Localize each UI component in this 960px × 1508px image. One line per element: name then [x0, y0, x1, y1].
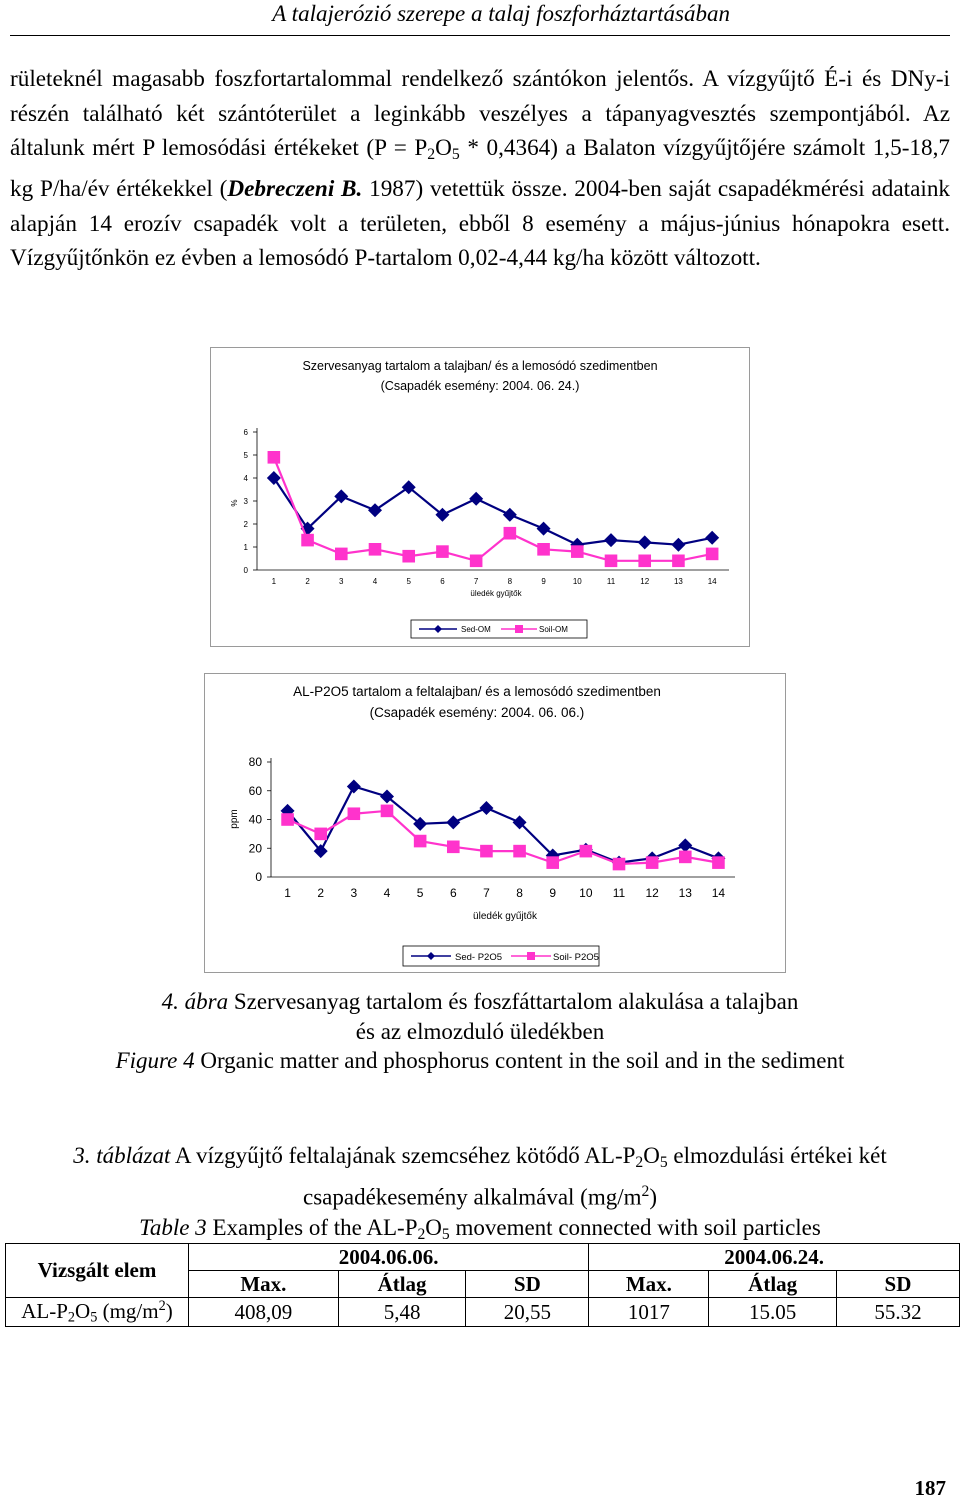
text-part-3: * 0,4364) a Balaton vízgyűjtőjére számolt 1,5-18,7 kg P/ha/év értékekkel (	[10, 135, 950, 203]
legend	[411, 620, 587, 638]
y-tick-label: 20	[248, 841, 262, 856]
data-point-soil	[537, 543, 550, 556]
x-tick-label: 8	[507, 577, 513, 586]
text-part-1: rületeknél magasabb foszfortartalommal rendelkező szántókon jelentős. A vízgyűjtő É-i és DNy-i részén található két szántóterület a leginkább veszélyes a tápanyagvesztés szempontjából.	[10, 66, 950, 127]
header-title: A talajerózió szerepe a talaj foszforháztartásában	[272, 1, 730, 26]
x-tick-label: 11	[612, 886, 626, 900]
chart-subtitle: (Csapadék esemény: 2004. 06. 24.)	[380, 379, 580, 393]
data-point-soil	[513, 845, 526, 858]
figure-caption-en	[0, 1046, 960, 1076]
x-tick-label: 12	[645, 886, 659, 900]
chart-organic-matter	[210, 347, 750, 647]
legend-label-sed: Sed-OM	[461, 625, 491, 634]
x-tick-label: 10	[579, 886, 593, 900]
header-cell-atlag: Átlag	[338, 1271, 466, 1298]
header-cell-max: Max.	[589, 1271, 709, 1298]
chart-organic-matter-svg	[211, 348, 749, 646]
citation-author: Debreczeni B.	[227, 176, 363, 203]
body-paragraph	[10, 62, 950, 276]
figure-caption-text: Szervesanyag tartalom és foszfáttartalom alakulása a talajban	[228, 989, 799, 1014]
data-point-sed	[347, 779, 361, 793]
data-point-soil	[447, 841, 460, 854]
data-point-sed	[638, 535, 652, 549]
header-cell-date-2: 2004.06.24.	[589, 1244, 960, 1271]
sup-2: 2	[158, 1298, 166, 1314]
y-tick-label: 40	[248, 812, 262, 827]
legend-marker-soil	[515, 625, 523, 633]
table-row	[6, 1298, 960, 1327]
data-point-sed	[503, 508, 517, 522]
data-point-soil	[613, 858, 626, 871]
figure-caption-hu-line2: és az elmozduló üledékben	[355, 1018, 605, 1044]
table-caption-text-4: )	[649, 1185, 657, 1210]
data-point-soil	[571, 545, 584, 558]
x-tick-label: 10	[572, 577, 582, 586]
table-label: táblázat	[90, 1143, 171, 1168]
table-label-en: Table 3	[139, 1214, 207, 1240]
x-tick-label: 13	[673, 577, 683, 586]
sub-5: 5	[441, 1225, 450, 1243]
chart-title: AL-P2O5 tartalom a feltalajban/ és a lemosódó szedimentben	[293, 684, 661, 699]
data-point-soil	[402, 550, 415, 563]
header-cell-atlag: Átlag	[709, 1271, 837, 1298]
data-point-sed	[537, 522, 551, 536]
y-tick-label: 60	[248, 783, 262, 798]
header-cell-sd: SD	[836, 1271, 959, 1298]
x-tick-label: 8	[516, 886, 523, 900]
sub-5: 5	[659, 1153, 668, 1171]
plot-area	[249, 755, 735, 900]
data-point-soil	[706, 548, 719, 561]
legend-label-soil: Soil-OM	[539, 625, 568, 634]
table-caption	[0, 1141, 960, 1249]
x-tick-label: 5	[416, 886, 424, 900]
header-rule	[10, 35, 950, 36]
sub-5: 5	[90, 1309, 98, 1326]
y-axis-label: %	[230, 499, 239, 507]
x-tick-label: 3	[339, 577, 344, 586]
data-table	[5, 1243, 960, 1327]
sub-5: 5	[451, 145, 460, 163]
data-point-soil	[712, 856, 725, 869]
data-point-soil	[348, 807, 361, 820]
data-point-sed	[469, 492, 483, 506]
sub-2: 2	[417, 1225, 426, 1243]
table-caption-hu	[0, 1141, 960, 1177]
x-tick-label: 1	[284, 886, 291, 900]
figure-caption-hu	[0, 987, 960, 1017]
header-cell-date-1: 2004.06.06.	[189, 1244, 589, 1271]
x-tick-label: 9	[541, 577, 546, 586]
row-label	[6, 1298, 189, 1327]
y-tick-label: 0	[243, 565, 248, 575]
data-point-soil	[414, 835, 427, 848]
table-header-row-1	[6, 1244, 960, 1271]
sub-2: 2	[635, 1153, 644, 1171]
data-point-soil	[638, 555, 651, 568]
x-axis-label: üledék gyűjtők	[470, 589, 522, 598]
y-tick-label: 2	[243, 519, 248, 529]
cell-max-1: 408,09	[189, 1298, 339, 1327]
y-tick-label: 5	[243, 450, 248, 460]
y-tick-label: 1	[243, 542, 248, 552]
x-tick-label: 13	[678, 886, 692, 900]
data-point-sed	[678, 838, 692, 852]
x-tick-label: 2	[305, 577, 310, 586]
table-caption-text-1: A vízgyűjtő feltalajának szemcséhez kötődő AL-P	[170, 1143, 636, 1168]
row-label-part: AL-P	[21, 1298, 68, 1323]
figure-number: 4.	[161, 989, 179, 1014]
data-point-soil	[646, 856, 659, 869]
table-caption-en-1: Examples of the AL-P	[206, 1214, 418, 1240]
x-tick-label: 14	[711, 886, 726, 900]
data-point-soil	[546, 856, 559, 869]
chart-al-p2o5	[204, 673, 786, 973]
data-point-soil	[679, 851, 692, 864]
data-point-sed	[446, 815, 460, 829]
data-point-sed	[368, 503, 382, 517]
x-axis-label: üledék gyűjtők	[473, 911, 537, 922]
paragraph-text	[10, 62, 950, 276]
page-number: 187	[914, 1476, 946, 1500]
data-point-sed	[267, 471, 281, 485]
figure-caption-en-text: Organic matter and phosphorus content in the soil and in the sediment	[194, 1048, 845, 1073]
header-cell-max: Max.	[189, 1271, 339, 1298]
chart-subtitle: (Csapadék esemény: 2004. 06. 06.)	[369, 705, 585, 720]
row-label-part: )	[165, 1298, 173, 1323]
table-caption-en-o: O	[425, 1214, 442, 1240]
chart-title: Szervesanyag tartalom a talajban/ és a lemosódó szedimentben	[302, 359, 658, 373]
table-caption-en-3: movement connected with soil particles	[449, 1214, 821, 1240]
data-point-soil	[268, 451, 281, 464]
text-part-2: Az általunk mért P lemosódási értékeket (P = P	[10, 100, 950, 161]
text-part-o: O	[435, 135, 452, 161]
text-part-4: 1987) vetettük össze. 2004-ben saját csapadékmérési adataink alapján 14 erozív csapadék volt a területen, ebből 8 esemény a május-június hónapokra esett. Vízgyűjtőnkön ez évben a lemosódó P-tartalom 0,02-4,44 kg/ha között változott.	[10, 176, 951, 272]
row-label-part: O	[75, 1298, 91, 1323]
legend-marker-soil	[527, 952, 535, 960]
chart-al-p2o5-svg	[205, 674, 785, 972]
data-point-soil	[436, 545, 449, 558]
x-tick-label: 3	[350, 886, 358, 900]
x-tick-label: 2	[317, 886, 325, 900]
y-axis-label: ppm	[229, 809, 240, 829]
x-tick-label: 14	[707, 577, 717, 586]
header-cell-element: Vizsgált elem	[6, 1244, 189, 1298]
table-caption-hu-line2	[0, 1177, 960, 1212]
legend-label-soil: Soil- P2O5	[553, 952, 599, 963]
row-label-part: (mg/m	[97, 1298, 159, 1323]
table-number: 3.	[73, 1143, 91, 1168]
cell-atlag-2: 15.05	[709, 1298, 837, 1327]
data-point-soil	[281, 813, 294, 826]
data-point-soil	[504, 527, 517, 540]
x-tick-label: 7	[483, 886, 490, 900]
sub-2: 2	[427, 145, 436, 163]
table-caption-o: O	[643, 1143, 660, 1168]
sub-2: 2	[67, 1309, 76, 1326]
y-tick-label: 3	[243, 496, 248, 506]
table-caption-text-3: csapadékesemény alkalmával (mg/m	[303, 1185, 642, 1210]
y-tick-label: 6	[243, 427, 248, 437]
x-tick-label: 11	[606, 577, 616, 586]
x-tick-label: 4	[372, 577, 378, 586]
table-caption-text-2: elmozdulási értékei két	[667, 1143, 887, 1168]
data-point-sed	[671, 538, 685, 552]
y-tick-label: 0	[255, 870, 262, 885]
x-tick-label: 4	[383, 886, 391, 900]
data-point-soil	[605, 555, 618, 568]
figure-caption	[0, 987, 960, 1076]
x-tick-label: 7	[473, 577, 479, 586]
data-point-soil	[672, 555, 685, 568]
x-tick-label: 5	[406, 577, 411, 586]
figure-label-en: Figure 4	[115, 1048, 195, 1073]
header-cell-sd: SD	[466, 1271, 589, 1298]
plot-area	[244, 428, 729, 586]
cell-atlag-1: 5,48	[338, 1298, 466, 1327]
data-point-soil	[301, 534, 314, 547]
x-tick-label: 6	[440, 577, 445, 586]
cell-max-2: 1017	[589, 1298, 709, 1327]
data-point-sed	[705, 531, 719, 545]
figure-label: ábra	[178, 989, 229, 1014]
cell-sd-2: 55.32	[836, 1298, 959, 1327]
x-tick-label: 9	[549, 886, 557, 900]
y-tick-label: 80	[248, 755, 262, 770]
series-line-sed	[274, 478, 712, 545]
data-point-sed	[604, 533, 618, 547]
cell-sd-1: 20,55	[466, 1298, 589, 1327]
data-point-soil	[369, 543, 382, 556]
x-tick-label: 6	[449, 886, 457, 900]
running-header	[0, 0, 960, 36]
sup-2: 2	[641, 1183, 650, 1201]
legend-label-sed: Sed- P2O5	[455, 952, 502, 963]
legend	[403, 946, 599, 966]
data-point-soil	[314, 828, 327, 841]
x-tick-label: 12	[640, 577, 650, 586]
data-point-soil	[580, 845, 593, 858]
data-point-soil	[480, 845, 493, 858]
data-point-sed	[479, 801, 493, 815]
x-tick-label: 1	[271, 577, 277, 586]
y-tick-label: 4	[243, 473, 248, 483]
data-point-soil	[381, 805, 394, 818]
data-point-soil	[335, 548, 348, 561]
data-point-soil	[470, 555, 483, 568]
